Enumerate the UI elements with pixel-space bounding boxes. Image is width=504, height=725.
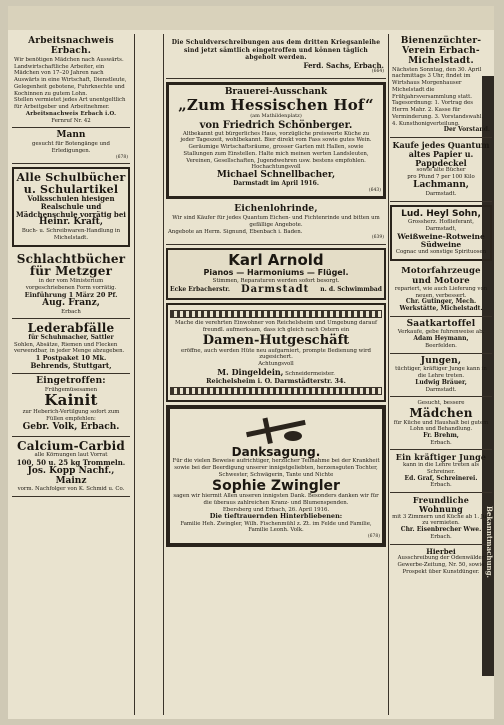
ad-title: Saatkartoffel (406, 318, 476, 329)
ad-title: Alle Schulbücher u. Schulartikel (16, 171, 126, 196)
ad-hierbei (390, 545, 492, 579)
ad-price: 1 Postpaket 10 Mk. (35, 354, 107, 362)
ad-left: Ecke Erbacherstr. (170, 285, 230, 293)
ad-title: Arbeitsnachweis Erbach. (28, 36, 114, 56)
ad-mann (12, 128, 130, 164)
ad-foot: vorm. Nachfolger von K. Schmid u. Co. (17, 486, 125, 493)
ad-body: Wir benötigen Mädchen nach Auswärts. Landwirtschaftliche Arbeiter, ein Mädchen von 17–20 Jahren nach Auswärts in eine Wirtschaft, Dienstleute, Gelegenheit gebotene, Fuhrknechte und Kochinnen zu gutem Lohn. (14, 56, 127, 97)
ad-name: Ludwig Bräuer, (415, 378, 467, 386)
ad-body: für Küche und Haushalt bei gutem Lohn und Behandlung. (393, 419, 489, 433)
ad-schlachtbuecher (12, 250, 130, 319)
ad-text: Die Schuldverschreibungen aus dem dritten Kriegsanleihe sind jetzt sämtlich eingetroffen und können täglich abgeholt werden. (171, 39, 381, 61)
ad-intro: Mache die verehrten Einwohner von Reichelsheim und Umgebung darauf freundl. aufmerksam, dass ich gleich nach Ostern ein (175, 320, 377, 334)
ad-sub: Frühgemüsesamen (44, 386, 98, 393)
ad-name: Fr. Brehm, (423, 432, 459, 440)
ad-title: „Zum Hessischen Hof“ (178, 95, 374, 114)
ad-wohnung (390, 493, 492, 544)
ad-sub: sowie alte Bücher (416, 167, 466, 174)
ad-names: Angebote an Herm. Signund, Ebenbach i. Baden. (168, 228, 303, 235)
ad-extra: Stellen vermietet jedes Art unentgeltlich für Arbeitgeber und Arbeitnehmer. (14, 97, 126, 111)
ad-maedchen (390, 397, 492, 450)
ad-foot: Buch- u. Schreibwaren-Handlung in Michelstadt. (21, 228, 121, 242)
decorative-border (170, 387, 382, 395)
ad-arbeitsnachweis (12, 34, 130, 128)
ad-title: Bienenzüchter-Verein Erbach-Michelstadt. (400, 36, 482, 66)
ad-name: Karl Arnold (228, 251, 324, 270)
ad-outro: eröffne, auch werden Hüte neu aufgarniert, prompte Bedienung wird zugesichert. (181, 347, 371, 361)
ad-title: Calcium-Carbid (17, 438, 125, 453)
ad-title: Mädchen (409, 406, 473, 421)
top-margin-strip (8, 6, 494, 30)
ad-danksagung (166, 405, 386, 547)
ad-owner: von Friedrich Schönberger. (199, 119, 353, 131)
decorative-border (170, 310, 382, 318)
ad-address-row (170, 284, 382, 295)
ad-brand: Kainit (44, 391, 98, 410)
newspaper-page (8, 6, 494, 719)
ad-motorfahrzeuge (390, 264, 492, 316)
spine-text: Bekanntmachung. (485, 506, 494, 578)
ad-place: Erbach (61, 308, 81, 315)
ad-sub: für Schuhmacher, Sattler (28, 333, 114, 341)
ad-title: Kaufe jedes Quantum altes Papier u. Pappdeckel (392, 140, 490, 168)
cross-icon (241, 414, 311, 444)
ad-title: Eingetroffen: (36, 375, 106, 386)
ad-kriegsanleihe (166, 36, 386, 79)
ad-tag: Arbeitsnachweis Erbach i.O. (25, 110, 117, 117)
ad-carbid (12, 437, 130, 498)
column-rule (388, 34, 389, 715)
ad-pre: Brauerei-Ausschank (224, 86, 328, 97)
ad-title: Freundliche Wohnung (412, 495, 470, 514)
ad-body: Wir sind Käufer für jedes Quantum Eichen- und Fichtenrinde und bitten um gefällige Angebote. (172, 215, 380, 228)
ad-title: Jungen, (420, 355, 462, 366)
ad-place: Darmstadt. (425, 386, 457, 393)
ad-code: (664) (371, 69, 384, 75)
ad-date: Ebersberg und Erbach, 26. April 1916. (222, 506, 330, 513)
column-rule (163, 34, 164, 715)
ad-title: Mann (56, 130, 86, 141)
ad-bienenzuechter (390, 34, 492, 138)
ad-code: (678) (115, 154, 128, 160)
ad-place: Erbach. (430, 439, 452, 446)
ad-kraeftiger-junge (390, 450, 492, 493)
column-middle (166, 36, 386, 715)
ad-price: pro Pfund 7 per 100 Kilo (407, 174, 475, 181)
ad-place: Erbach. (430, 533, 452, 540)
ad-body: Ausschreibung der Odenwälder Gewerbe-Zeitung, Nr. 50, sowie Prospekt über Kunstdünger. (397, 555, 485, 575)
ad-body2: sagen wir hiermit Allen unseren innigsten Dank. Besonders danken wir für die überaus zahlreichen Kranz- und Blumenspenden. (173, 493, 379, 506)
ad-role: Schneidermeister. (285, 370, 335, 377)
ad-body: Altbekannt gut bürgerliches Haus, vorzügliche preiswerte Küche zu jeder Tageszeit, wohlbekannt. Bier direkt vom Fass sowie gutes Wein. Geräumige Wirtschaftsräume, grosser Garten mit Hallen, sowie Stallungen zum Einstellen. Halte mich meinen werten Landsleuten, Vereinen, Gesellschaften, Jugendwehren usw. bestens empfohlen. (180, 130, 372, 164)
ad-sub: (am Mathildenplatz) (250, 113, 302, 120)
ad-title: Weißweine-Rotweine Südweine (397, 231, 485, 250)
ad-kainit (12, 374, 130, 437)
ad-body: in der vom Ministerium vorgeschriebenen Form vorrätig. (25, 278, 117, 291)
ad-karl-arnold (166, 248, 386, 300)
ad-name: Ferd. Sachs, Erbach. (303, 60, 384, 70)
ad-body: repariert, wie auch Lieferung von neuen, verbessert. (394, 285, 488, 299)
ad-code: (678) (367, 534, 380, 540)
ad-saatkartoffel (390, 317, 492, 354)
ad-greet: Achtungsvoll (258, 361, 294, 368)
ad-jungen (390, 354, 492, 398)
ad-body: Für die vielen Beweise aufrichtiger, herzlicher Teilnahme bei der Krankheit sowie bei der Beerdigung unserer innigstgeliebten, herzensguten Tochter, Schwester, Schwägerin, Tante und Nichte (172, 458, 380, 478)
ad-name: Michael Schnellbacher, (216, 170, 336, 181)
ad-name: Behrends, Stuttgart, (30, 361, 112, 371)
ad-addr: Reichelsheim i. O. Darmstädterstr. 34. (206, 376, 346, 385)
ad-body: tüchtiger, kräftiger Junge kann in die Lehre treten. (395, 366, 487, 380)
ad-sub: Volksschulen hiesigen Realschule und Mädchenschule vorrätig bei (16, 194, 126, 219)
ad-body: Nächsten Sonntag, den 30. April nachmittags 3 Uhr, findet im Wirtshaus Morgenhauser Michelstadt die Frühjahrsversammlung statt. (392, 66, 482, 100)
ad-title: Hierbei (426, 546, 456, 556)
ad-title: Damen-Hutgeschäft (202, 332, 350, 348)
ad-place: Darmstadt. (425, 190, 457, 197)
ad-body: Verkaufe, gebe fuhrenweise ab. (397, 329, 485, 336)
ad-name: Ed. Graf, Schreinerei. (404, 474, 478, 482)
ad-agenda: Tagesordnung: 1. Vortrag des Herrn Mahr. 2. Kasse für Verminderung. 3. Vorstandswahl. 4. Kunsthonigverteilung. (392, 100, 484, 127)
ad-line: Pianos — Harmoniums — Flügel. (203, 267, 349, 277)
ad-eichenlohrinde (166, 202, 386, 245)
ad-signature: Die tieftrauernden Hinterbliebenen: (209, 512, 343, 521)
ad-name: Jos. Kopp Nachf., Mainz (27, 465, 115, 486)
ad-name: Lud. Heyl Sohn, (401, 208, 481, 219)
ad-code: (639) (371, 235, 384, 241)
ad-deceased-name: Sophie Zwingler (212, 477, 340, 494)
ad-right: n. d. Schwimmbad (320, 285, 382, 293)
ad-code: (643) (368, 187, 381, 193)
ad-name: Heinr. Kraft, (39, 217, 103, 228)
ad-title: Eichenlohrinde, (234, 204, 318, 215)
ad-pre: Gesucht, bessere (417, 400, 465, 407)
ad-title: Lederabfälle (27, 321, 115, 336)
ad-date: Einführung 1 März 20 Pf. (24, 290, 118, 299)
ad-sign: Der Vorstand. (443, 126, 490, 134)
ad-title: Schlachtbücher für Metzger (16, 251, 126, 279)
ad-place: Beerfelden. (425, 342, 457, 349)
ad-greet: Hochachtungsvoll (251, 164, 301, 171)
ad-schulbuecher (12, 167, 130, 247)
ad-altpapier (390, 138, 492, 202)
ad-sub: Stimmen, Reparaturen werden sofort besorgt. (212, 277, 340, 284)
ad-body: alle Körnungen laut Vorrat (34, 452, 108, 459)
ad-lederabfaelle (12, 319, 130, 374)
ad-sub: Grossherz. Hoflieferant, Darmstadt, (408, 219, 474, 233)
column-right (390, 34, 492, 715)
ad-body: gesucht für Botengänge und Erledigungen. (32, 141, 110, 154)
ad-heyl-sohn (390, 205, 492, 262)
ad-name: Chr. Eisenbrecher Wwe. (400, 526, 482, 534)
ad-family: Familie Heh. Zwingler, Wilh. Fischenmühl z. Zt. im Felde und Familie, Familie Leonh. Volk. (180, 520, 372, 534)
ad-body: mit 3 Zimmern und Küche ab 1. Juli zu vermieten. (392, 513, 490, 527)
ad-body: Sohlen, Absätze, Riemen und Flecken verwendbar, in jeder Menge abzugeben. (14, 341, 125, 355)
ad-name: Aug. Franz, (42, 297, 100, 308)
ad-damen-hutgeschaeft (166, 303, 386, 401)
ad-city: Darmstadt (240, 284, 310, 296)
ad-place: Erbach. (430, 482, 452, 489)
ad-name: M. Dingeldein, (217, 366, 284, 377)
ad-name: Adam Heymann, (413, 335, 469, 343)
ad-extra: Cognac und sonstige Spirituosen (395, 249, 487, 256)
ad-date: Darmstadt im April 1916. (233, 180, 319, 188)
ad-body: kann in die Lehre treten als Schreiner. (402, 462, 480, 476)
ad-telephone: Fernruf Nr. 42 (51, 117, 91, 124)
ad-body: zur Heberich-Vertilgung sofort zum Füllen empfehlen: (22, 409, 120, 422)
ad-name: Gebr. Volk, Erbach. (22, 421, 120, 432)
column-left (12, 34, 130, 715)
ad-title: Ein kräftiger Junge (395, 452, 487, 463)
ad-title: Motorfahrzeuge und Motore (401, 266, 481, 286)
ad-name: Lachmann, (413, 179, 469, 190)
ad-title: Danksagung. (231, 444, 321, 459)
ad-price: 100, 50 u. 25 kg Trommeln. (16, 457, 126, 467)
ad-name: Chr. Gutinger, Mech. Werkstätte, Michelstadt. (399, 298, 483, 312)
ad-hessischer-hof (166, 82, 386, 200)
column-rule (134, 34, 135, 715)
